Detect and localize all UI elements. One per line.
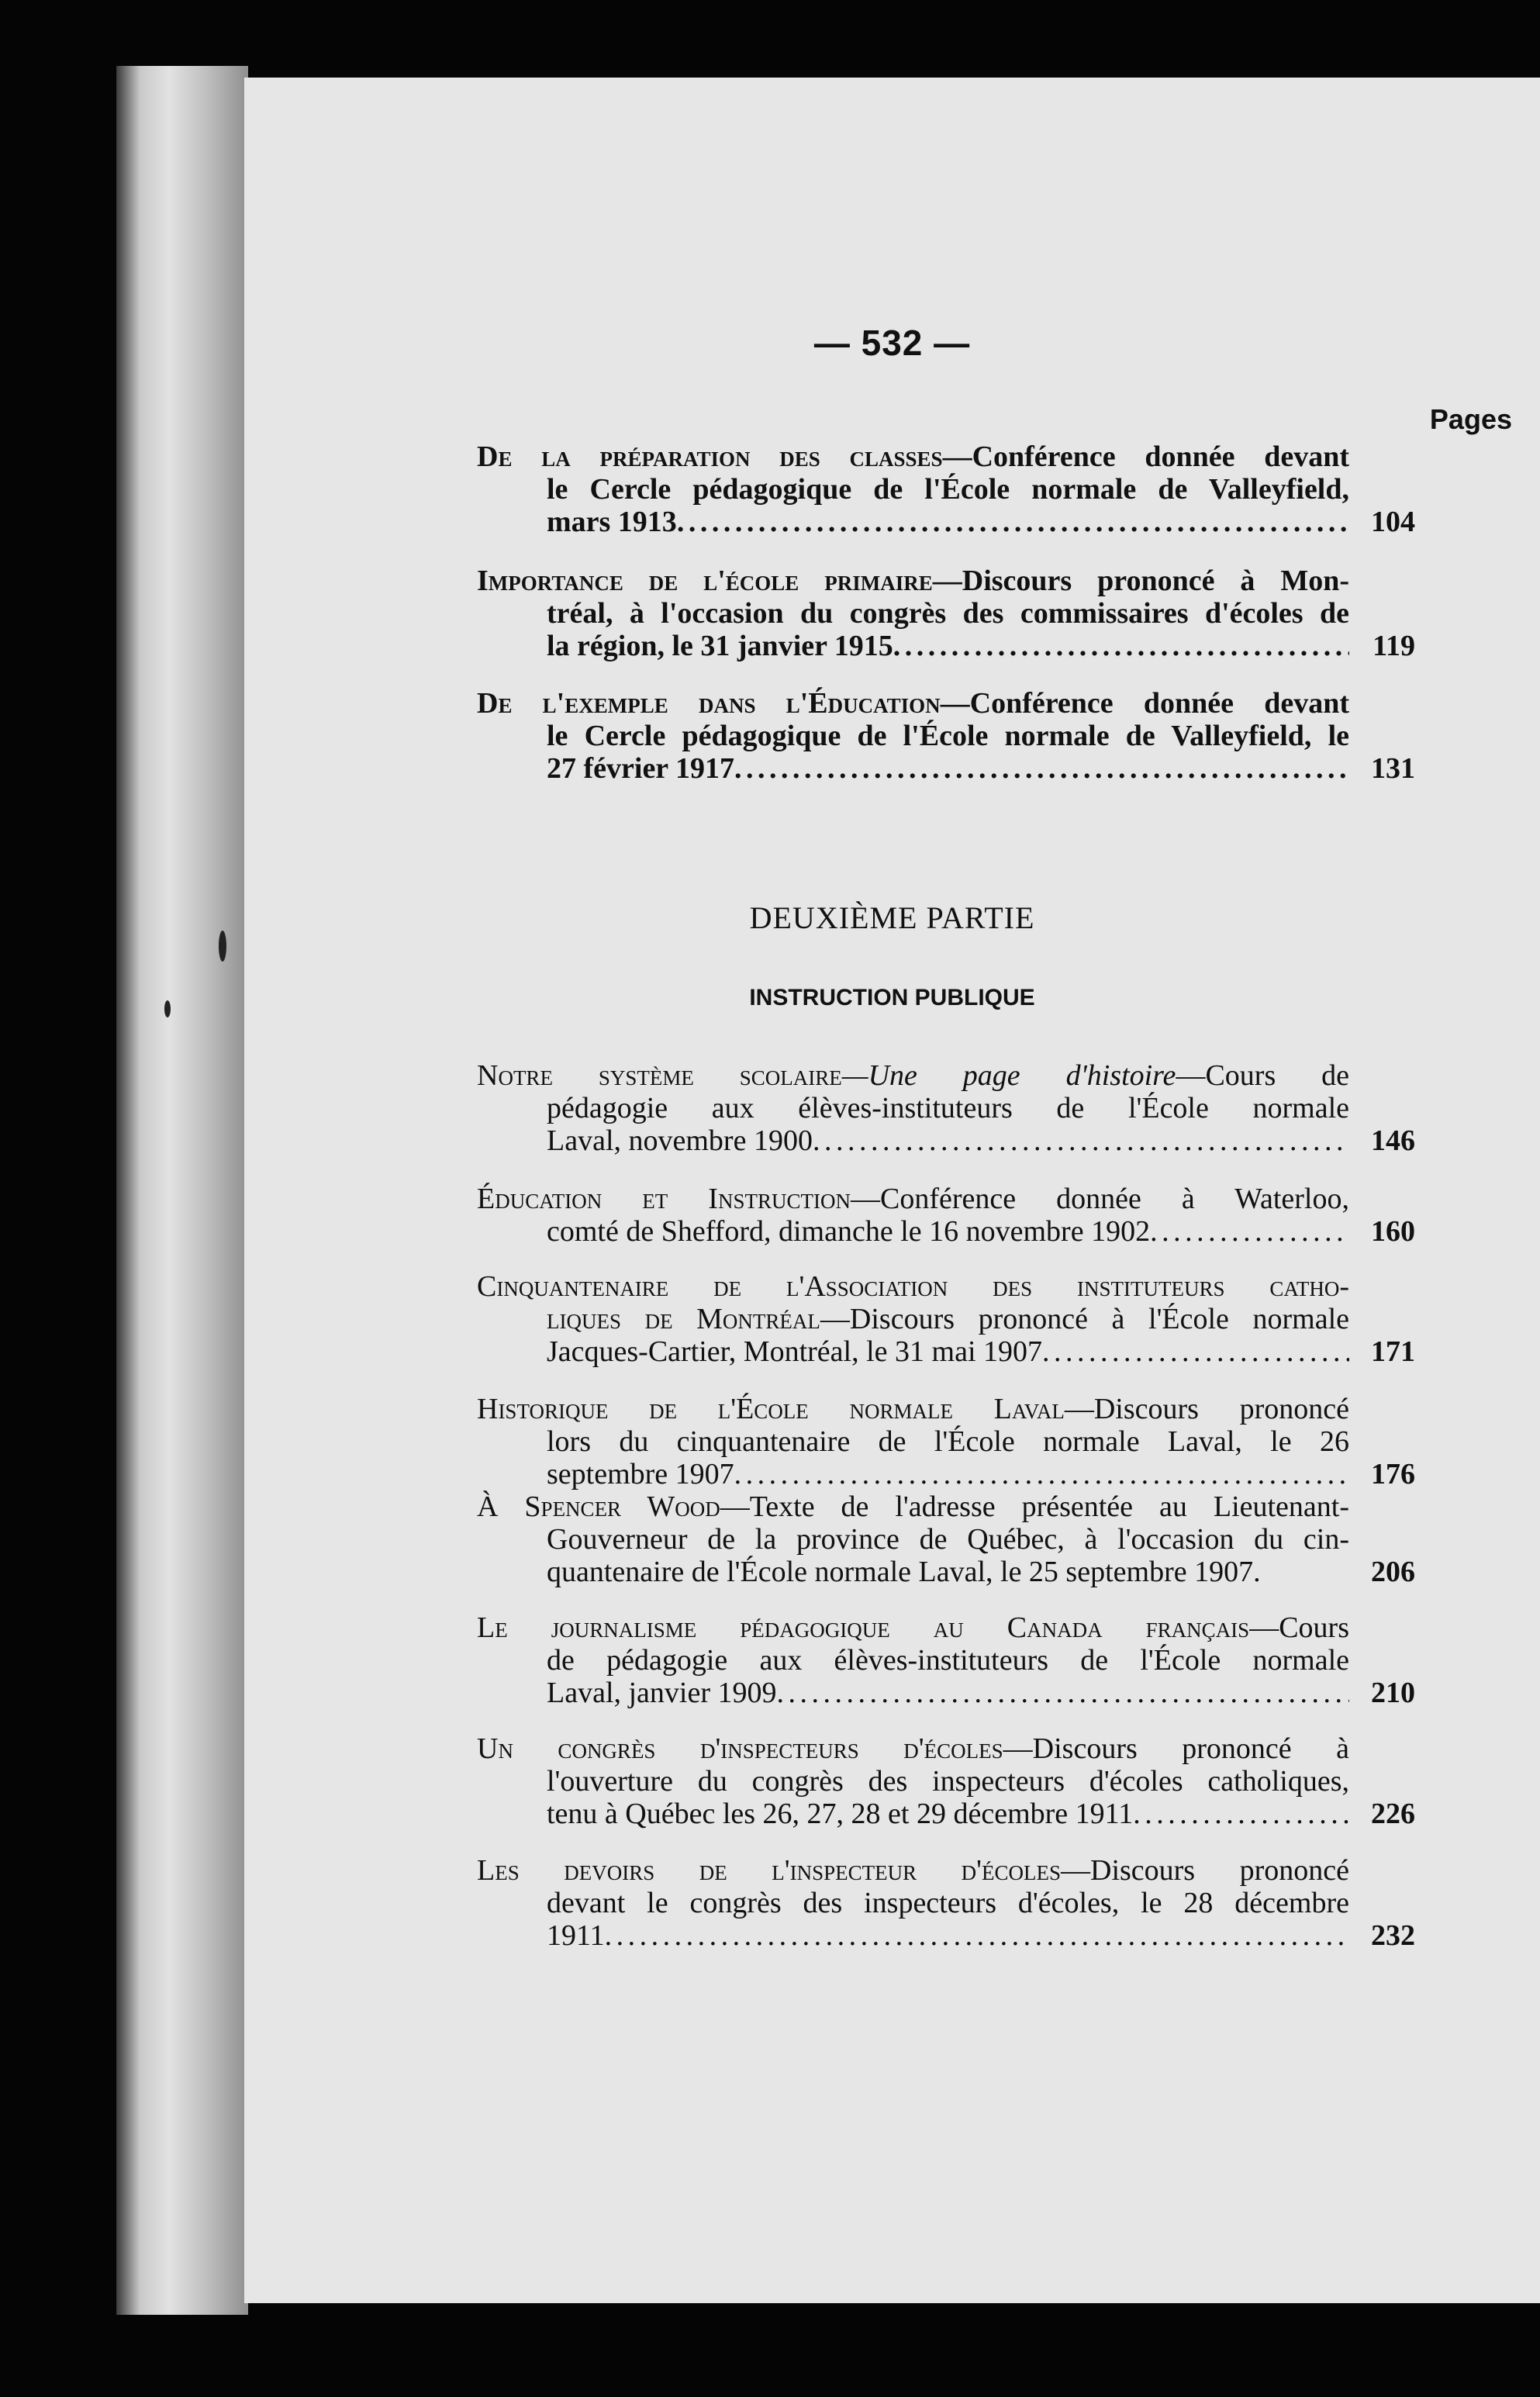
leader-dots: [893, 630, 1349, 662]
entry-description: le Cercle pédagogique de l'École normale de Valleyfield, le: [547, 720, 1349, 752]
entry-description: l'ouverture du congrès des inspecteurs d'écoles catholiques,: [547, 1765, 1349, 1798]
scan-speck: [164, 1000, 171, 1017]
entry-description: le Cercle pédagogique de l'École normale de Valleyfield,: [547, 473, 1349, 506]
entry-page-number: 119: [1373, 630, 1415, 662]
leader-dots: [777, 1677, 1349, 1709]
entry-description: —Discours prononcé: [1061, 1854, 1350, 1887]
part-title: DEUXIÈME PARTIE: [749, 900, 1035, 935]
entry-description: la région, le 31 janvier 1915: [547, 630, 893, 662]
entry-subtitle-italic: —Une page d'histoire: [841, 1059, 1176, 1092]
entry-page-number: 210: [1371, 1677, 1415, 1709]
entry-description: Gouverneur de la province de Québec, à l'occasion du cin-: [547, 1523, 1349, 1556]
part-subtitle: INSTRUCTION PUBLIQUE: [749, 985, 1035, 1010]
toc-entry: [477, 1393, 1415, 1490]
entry-description: Laval, novembre 1900: [547, 1124, 813, 1157]
entry-page-number: 226: [1371, 1798, 1415, 1830]
entry-description: 1911: [547, 1919, 605, 1952]
entry-description: Jacques-Cartier, Montréal, le 31 mai 1907: [547, 1335, 1043, 1368]
entry-description: quantenaire de l'École normale Laval, le 25 septembre 1907.: [547, 1556, 1261, 1588]
entry-description: devant le congrès des inspecteurs d'écoles, le 28 décembre: [547, 1887, 1349, 1919]
entry-page-number: 131: [1371, 752, 1415, 785]
leader-dots: [813, 1124, 1349, 1157]
entry-title: Un congrès d'inspecteurs d'écoles: [477, 1732, 1003, 1765]
entry-description: —Cours: [1249, 1611, 1349, 1644]
entry-title: De l'exemple dans l'Éducation: [477, 687, 941, 720]
entry-page-number: 206: [1371, 1556, 1415, 1588]
entry-title: Éducation et Instruction: [477, 1183, 851, 1215]
leader-dots: [734, 752, 1349, 785]
entry-page-number: 104: [1371, 506, 1415, 538]
entry-description: —Discours prononcé à: [1003, 1732, 1350, 1765]
toc-entry: [477, 687, 1415, 785]
entry-description: —Discours prononcé à Mon-: [932, 565, 1349, 597]
entry-description: —Cours de: [1176, 1059, 1350, 1092]
entry-page-number: 160: [1371, 1215, 1415, 1248]
entry-title: Le journalisme pédagogique au Canada français: [477, 1611, 1250, 1644]
toc-entry: [477, 1732, 1415, 1830]
leader-dots: [1133, 1798, 1349, 1830]
toc-entry: [477, 1270, 1415, 1368]
entry-description: —Conférence donnée à Waterloo,: [850, 1183, 1349, 1215]
toc-entry: [477, 1059, 1415, 1157]
toc-entry: [477, 1183, 1415, 1248]
entry-title: Notre système scolaire: [477, 1059, 842, 1092]
entry-title: liques de Montréal: [547, 1303, 820, 1335]
entry-description: —Discours prononcé à l'École normale: [820, 1303, 1349, 1335]
entry-description: lors du cinquantenaire de l'École normale Laval, le 26: [547, 1425, 1349, 1458]
entry-description: pédagogie aux élèves-instituteurs de l'École normale: [547, 1092, 1349, 1124]
entry-description: Laval, janvier 1909: [547, 1677, 777, 1709]
leader-dots: [1042, 1335, 1349, 1368]
leader-dots: [1150, 1215, 1349, 1248]
page-number: — 532 —: [813, 323, 971, 363]
toc-entry: [477, 565, 1415, 662]
entry-description: tenu à Québec les 26, 27, 28 et 29 décembre 1911: [547, 1798, 1134, 1830]
entry-title: Importance de l'école primaire: [477, 565, 933, 597]
book-spine-edge: [116, 66, 248, 2315]
entry-title: De la préparation des classes: [477, 440, 943, 473]
leader-dots: [605, 1919, 1349, 1952]
entry-page-number: 171: [1371, 1335, 1415, 1368]
entry-description: tréal, à l'occasion du congrès des commissaires d'écoles de: [547, 597, 1349, 630]
scan-speck: [219, 931, 226, 962]
entry-description: —Texte de l'adresse présentée au Lieutenant-: [720, 1490, 1349, 1523]
entry-description: comté de Shefford, dimanche le 16 novembre 1902: [547, 1215, 1151, 1248]
entry-title: Cinquantenaire de l'Association des instituteurs catho-: [477, 1270, 1349, 1303]
leader-dots: [677, 506, 1349, 538]
entry-page-number: 146: [1371, 1124, 1415, 1157]
entry-description: septembre 1907: [547, 1458, 734, 1490]
entry-title: Les devoirs de l'inspecteur d'écoles: [477, 1854, 1061, 1887]
toc-entry: [477, 1490, 1415, 1588]
entry-page-number: 176: [1371, 1458, 1415, 1490]
entry-description: —Conférence donnée devant: [940, 687, 1349, 720]
entry-description: —Conférence donnée devant: [942, 440, 1349, 473]
entry-description: —Discours prononcé: [1064, 1393, 1350, 1425]
book-page: [244, 78, 1540, 2303]
toc-entry: [477, 1611, 1415, 1709]
pages-column-header: Pages: [1429, 403, 1512, 435]
entry-title: À Spencer Wood: [477, 1490, 720, 1523]
leader-dots: [734, 1458, 1349, 1490]
toc-entry: [477, 440, 1415, 538]
toc-entry: [477, 1854, 1415, 1952]
entry-page-number: 232: [1371, 1919, 1415, 1952]
entry-description: 27 février 1917: [547, 752, 734, 785]
entry-description: de pédagogie aux élèves-instituteurs de l'École normale: [547, 1644, 1349, 1677]
entry-description: mars 1913: [547, 506, 677, 538]
entry-title: Historique de l'École normale Laval: [477, 1393, 1065, 1425]
